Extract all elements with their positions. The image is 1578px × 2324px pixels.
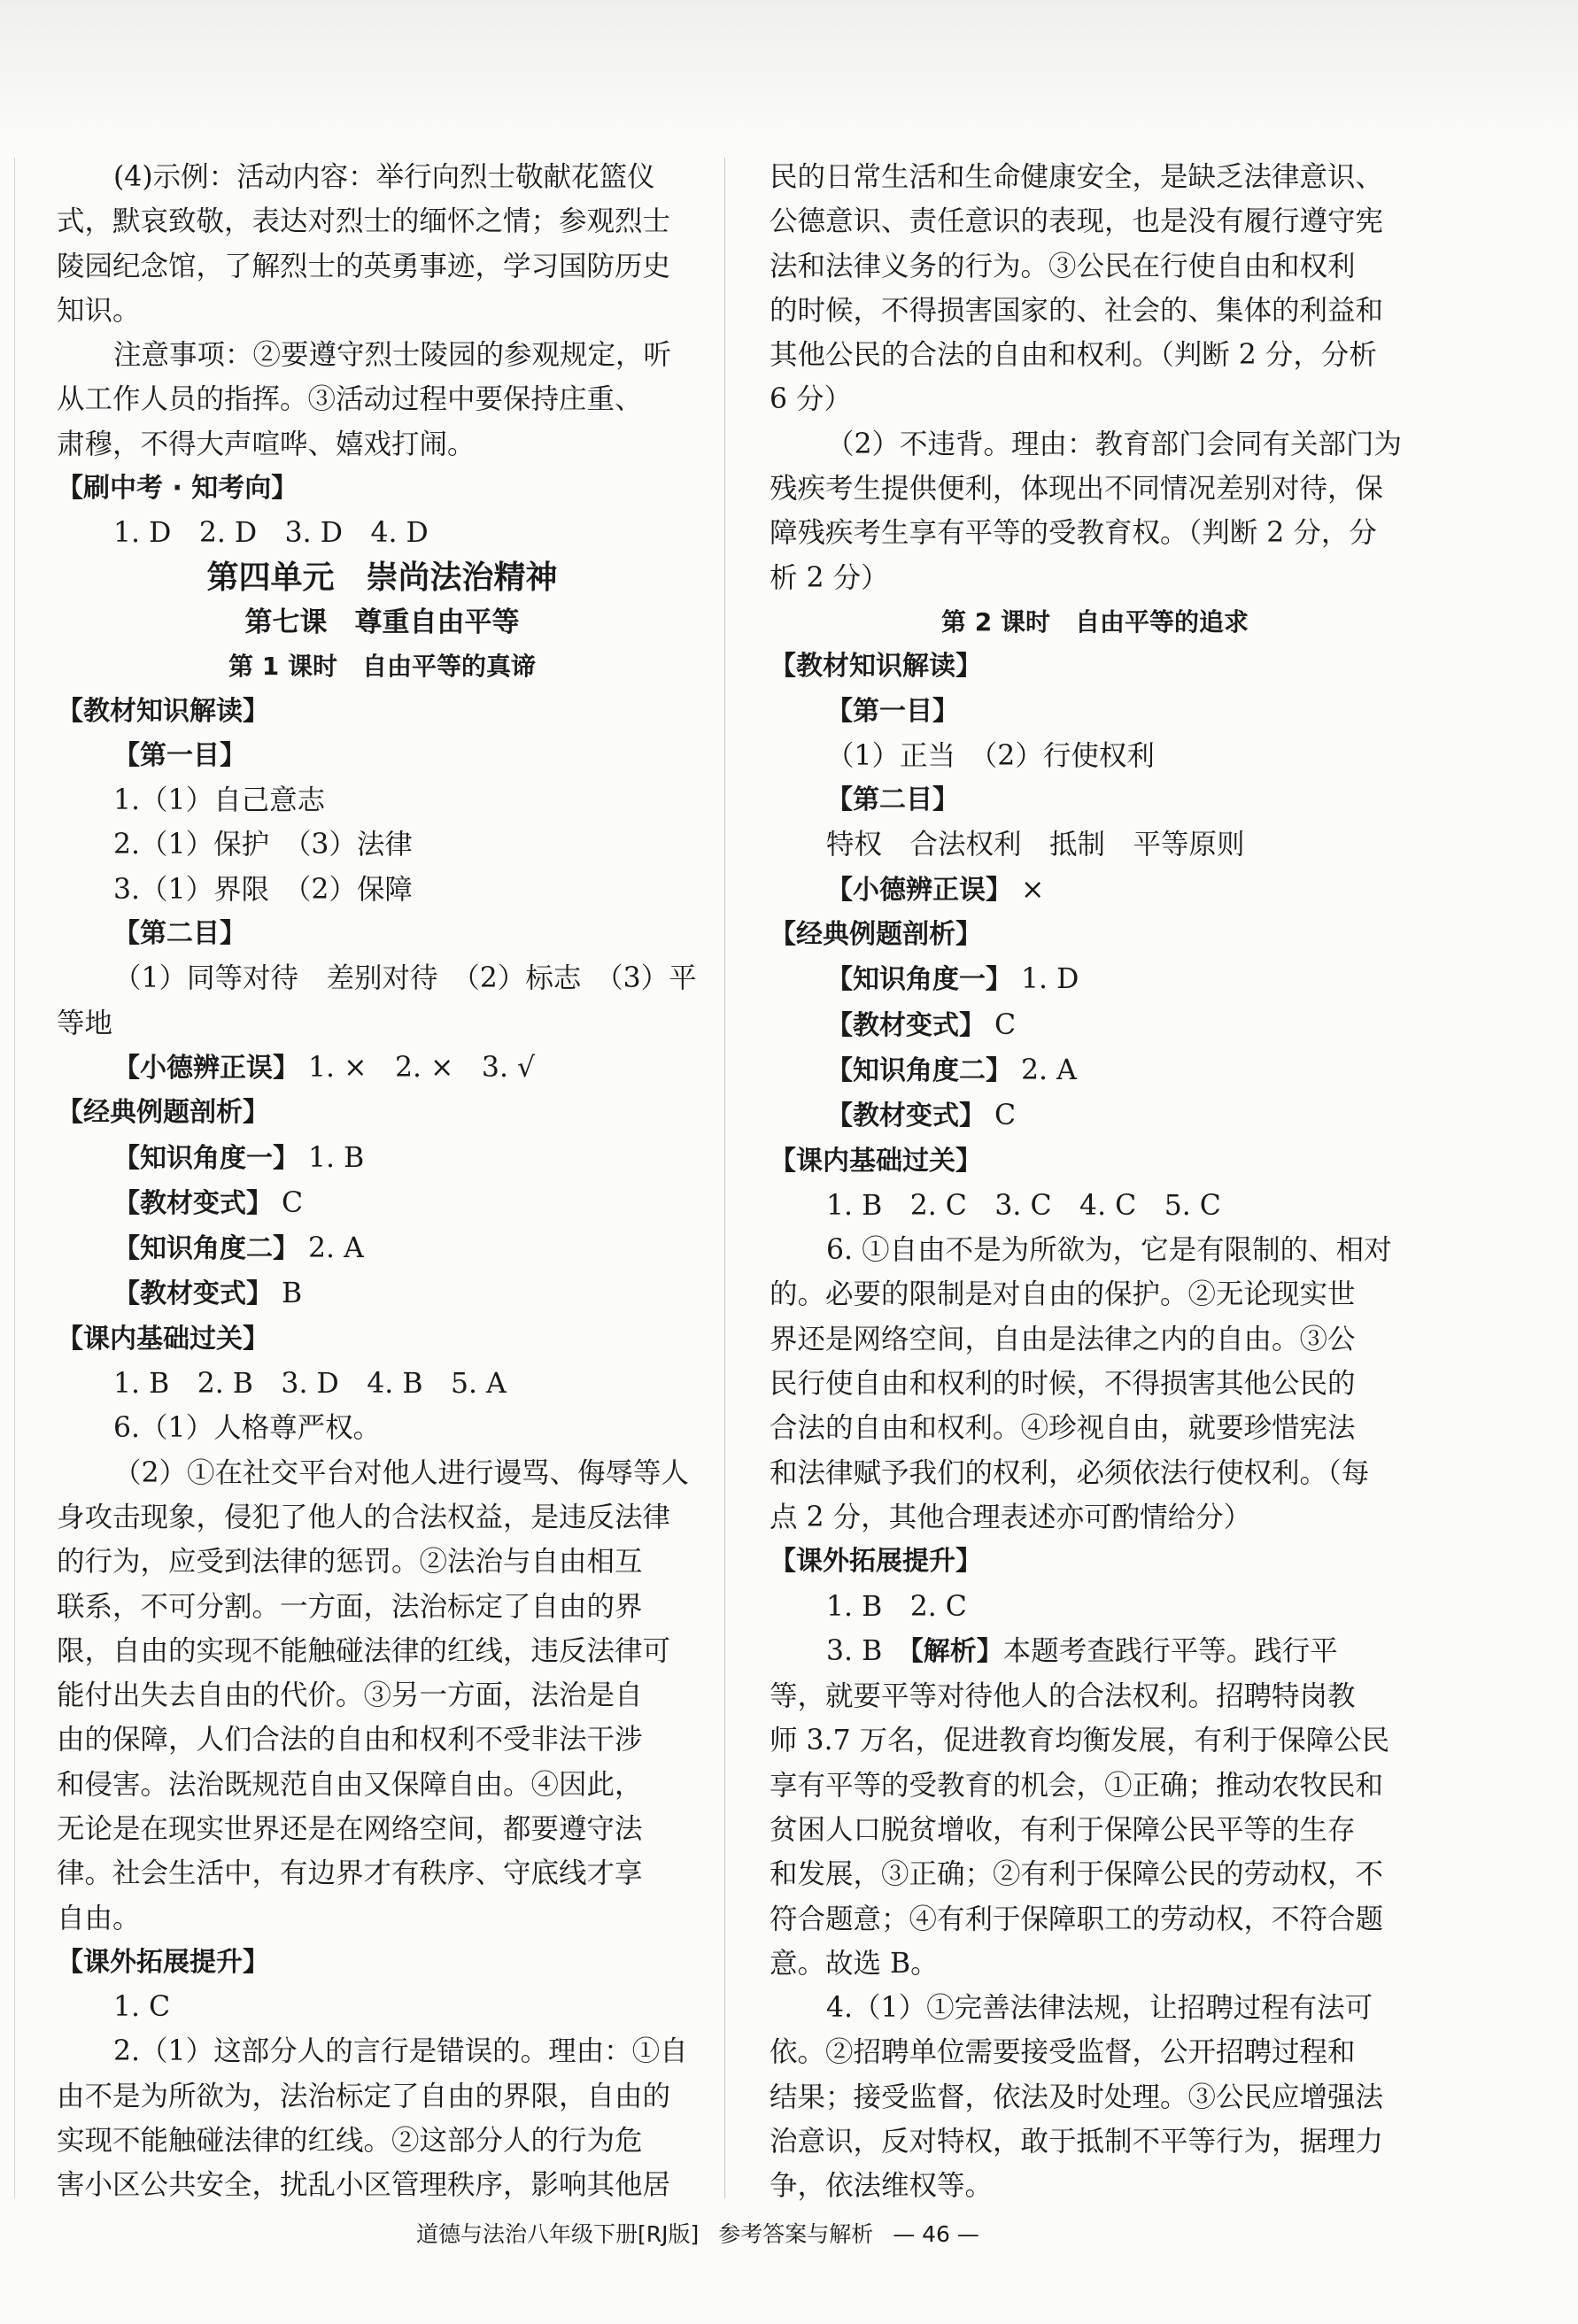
paragraph-start: 1.（1）自己意志 xyxy=(113,784,326,817)
text-line: 和侵害。法治既规范自由又保障自由。④因此， xyxy=(57,1768,643,1801)
text-line: 民行使自由和权利的时候，不得损害其他公民的 xyxy=(770,1368,1356,1401)
subsection-label: 【知识角度一】 xyxy=(826,964,1012,996)
answer-value: C xyxy=(282,1186,304,1219)
answer-value: × xyxy=(1021,873,1045,906)
spacer xyxy=(986,1009,994,1041)
paragraph-start: 4.（1）①完善法律法规，让招聘过程有法可 xyxy=(826,1992,1373,2025)
answer-value: C xyxy=(994,1100,1017,1132)
text-line: 实现不能触碰法律的红线。②这部分人的行为危 xyxy=(57,2125,643,2158)
text-line: 法和法律义务的行为。③公民在行使自由和权利 xyxy=(770,250,1356,282)
text-line: 6 分） xyxy=(770,383,853,416)
paragraph-start: 6. ①自由不是为所欲为，它是有限制的、相对 xyxy=(826,1234,1392,1267)
paragraph-start: 注意事项：②要遵守烈士陵园的参观规定，听 xyxy=(113,339,672,372)
section-heading: 【教材知识解读】 xyxy=(57,695,269,727)
text-line: 障残疾考生享有平等的受教育权。（判断 2 分，分 xyxy=(770,517,1377,550)
paragraph-start: 1. B 2. B 3. D 4. B 5. A xyxy=(113,1368,507,1401)
labeled-answer xyxy=(57,1271,708,1316)
text-line: 和法律赋予我们的权利，必须依法行使权利。（每 xyxy=(770,1456,1370,1489)
answer-line xyxy=(770,1629,1420,1674)
period-title: 第 1 课时 自由平等的真谛 xyxy=(228,652,536,682)
text-line: 由的保障，人们合法的自由和权利不受非法干涉 xyxy=(57,1724,643,1757)
subsection-label: 【小德辨正误】 xyxy=(113,1052,299,1084)
paragraph-start: 1. B 2. C 3. C 4. C 5. C xyxy=(826,1189,1221,1222)
analysis-label: 【解析】 xyxy=(909,1635,1003,1667)
text-line: 点 2 分，其他合理表述亦可酌情给分） xyxy=(770,1501,1252,1533)
page-number: — 46 — xyxy=(893,2221,979,2247)
answer-value: 1. D xyxy=(1021,963,1079,996)
subsection-heading: 【第二目】 xyxy=(826,784,959,816)
answer-value: 2. A xyxy=(308,1232,364,1265)
labeled-answer xyxy=(770,868,1420,913)
section-heading: 【课外拓展提升】 xyxy=(770,1546,982,1578)
subsection-heading: 【第一目】 xyxy=(113,739,246,771)
period-title: 第 2 课时 自由平等的追求 xyxy=(941,606,1249,637)
subsection-label: 【教材变式】 xyxy=(826,1009,986,1041)
labeled-answer xyxy=(770,1048,1420,1093)
text-line: 知识。 xyxy=(57,294,141,327)
paragraph-start: (4)示例：活动内容：举行向烈士敬献花篮仪 xyxy=(113,161,655,193)
subsection-label: 【教材变式】 xyxy=(113,1278,273,1310)
text-line: 结果；接受监督，依法及时处理。③公民应增强法 xyxy=(770,2081,1384,2113)
text-line: 的。必要的限制是对自由的保护。②无论现实世 xyxy=(770,1278,1356,1311)
answer-value: C xyxy=(994,1008,1017,1041)
paragraph-start: 3.（1）界限 （2）保障 xyxy=(113,873,413,906)
subsection-label: 【教材变式】 xyxy=(826,1100,986,1132)
text-line: 依。②招聘单位需要接受监督，公开招聘过程和 xyxy=(770,2036,1356,2069)
section-heading: 【课外拓展提升】 xyxy=(57,1946,269,1978)
spacer xyxy=(299,1052,308,1084)
text-line: 肃穆，不得大声喧哗、嬉戏打闹。 xyxy=(57,428,476,460)
subsection-label: 【教材变式】 xyxy=(113,1187,273,1219)
answer-value: 1. B xyxy=(308,1141,365,1174)
paragraph-start: 1. D 2. D 3. D 4. D xyxy=(113,517,429,550)
answer-value: B xyxy=(282,1278,303,1310)
paragraph-start: 6.（1）人格尊严权。 xyxy=(113,1412,382,1445)
text-line: 由不是为所欲为，法治标定了自由的界限，自由的 xyxy=(57,2080,671,2112)
binding-edge-line xyxy=(14,158,15,2198)
text-line: 律。社会生活中，有边界才有秩序、守底线才享 xyxy=(57,1857,643,1890)
spacer xyxy=(1012,1054,1021,1086)
spacer xyxy=(273,1278,282,1309)
section-heading: 【经典例题剖析】 xyxy=(770,919,982,951)
spacer xyxy=(1012,963,1021,995)
column-divider xyxy=(724,158,725,2198)
section-heading: 【课内基础过关】 xyxy=(57,1323,269,1355)
text-line: 民的日常生活和生命健康安全，是缺乏法律意识、 xyxy=(770,161,1384,193)
page-top-shading xyxy=(0,0,1578,142)
text-line: 师 3.7 万名，促进教育均衡发展，有利于保障公民 xyxy=(770,1725,1390,1757)
text-line: 的时候，不得损害国家的、社会的、集体的利益和 xyxy=(770,294,1384,327)
spacer xyxy=(273,1187,282,1219)
labeled-answer xyxy=(770,957,1420,1002)
text-line: 从工作人员的指挥。③活动过程中要保持庄重、 xyxy=(57,383,643,416)
analysis-text: 本题考查践行平等。践行平 xyxy=(1002,1634,1338,1667)
paragraph-start: 1. B 2. C xyxy=(826,1590,967,1623)
text-line: 联系，不可分割。一方面，法治标定了自由的界 xyxy=(57,1590,643,1623)
text-line: 陵园纪念馆，了解烈士的英勇事迹，学习国防历史 xyxy=(57,250,671,282)
text-line: 贫困人口脱贫增收，有利于保障公民平等的生存 xyxy=(770,1813,1356,1846)
labeled-answer xyxy=(770,1003,1420,1048)
text-line: 等，就要平等对待他人的合法权利。招聘特岗教 xyxy=(770,1680,1356,1713)
unit-title: 第四单元 崇尚法治精神 xyxy=(206,559,558,596)
paragraph-start: （1）同等对待 差别对待 （2）标志 （3）平 xyxy=(113,962,697,995)
section-heading: 【刷中考 · 知考向】 xyxy=(57,473,298,505)
labeled-answer xyxy=(57,1046,708,1091)
paragraph-start: （1）正当 （2）行使权利 xyxy=(826,739,1155,772)
subsection-heading: 【第二目】 xyxy=(113,918,246,950)
text-line: 能付出失去自由的代价。③另一方面，法治是自 xyxy=(57,1679,643,1712)
footer-section-title: 参考答案与解析 xyxy=(718,2221,874,2247)
answer-number: 3. B xyxy=(826,1634,910,1667)
subsection-heading: 【第一目】 xyxy=(826,695,959,727)
text-line: 合法的自由和权利。④珍视自由，就要珍惜宪法 xyxy=(770,1412,1356,1445)
text-line: 符合题意；④有利于保障职工的劳动权，不符合题 xyxy=(770,1903,1384,1935)
text-line: 意。故选 B。 xyxy=(770,1947,939,1980)
labeled-answer xyxy=(770,1093,1420,1139)
text-line: 等地 xyxy=(57,1007,113,1039)
spacer xyxy=(299,1232,308,1264)
paragraph-start: （2）①在社交平台对他人进行谩骂、侮辱等人 xyxy=(113,1456,690,1489)
text-line: 自由。 xyxy=(57,1902,141,1934)
text-line: 害小区公共安全，扰乱小区管理秩序，影响其他居 xyxy=(57,2169,671,2202)
spacer xyxy=(299,1142,308,1174)
text-line: 和发展，③正确；②有利于保障公民的劳动权，不 xyxy=(770,1858,1384,1891)
subsection-label: 【小德辨正误】 xyxy=(826,874,1012,906)
labeled-answer xyxy=(57,1181,708,1226)
text-line: 享有平等的受教育的机会，①正确；推动农牧民和 xyxy=(770,1769,1384,1802)
section-heading: 【经典例题剖析】 xyxy=(57,1097,269,1129)
paragraph-start: 1. C xyxy=(113,1991,171,2024)
page-footer xyxy=(416,2217,1036,2252)
text-line: 式，默哀致敬，表达对烈士的缅怀之情；参观烈士 xyxy=(57,205,671,238)
left-column xyxy=(57,155,708,2208)
subsection-label: 【知识角度二】 xyxy=(826,1054,1012,1086)
section-heading: 【教材知识解读】 xyxy=(770,651,982,683)
paragraph-start: 2.（1）保护 （3）法律 xyxy=(113,829,413,861)
labeled-answer xyxy=(57,1226,708,1271)
text-line: 争，依法维权等。 xyxy=(770,2170,994,2203)
lesson-title: 第七课 尊重自由平等 xyxy=(244,606,520,638)
text-line: 无论是在现实世界还是在网络空间，都要遵守法 xyxy=(57,1812,643,1845)
text-line: 治意识，反对特权，敢于抵制不平等行为，据理力 xyxy=(770,2126,1384,2158)
paragraph-start: 2.（1）这部分人的言行是错误的。理由：①自 xyxy=(113,2035,688,2068)
labeled-answer xyxy=(57,1136,708,1181)
text-line: 的行为，应受到法律的惩罚。②法治与自由相互 xyxy=(57,1546,643,1579)
right-column xyxy=(770,155,1420,2209)
text-line: 限，自由的实现不能触碰法律的红线，违反法律可 xyxy=(57,1634,671,1667)
section-heading: 【课内基础过关】 xyxy=(770,1145,982,1177)
text-line: 身攻击现象，侵犯了他人的合法权益，是违反法律 xyxy=(57,1501,671,1533)
text-line: 其他公民的合法的自由和权利。（判断 2 分，分析 xyxy=(770,339,1377,372)
spacer xyxy=(986,1100,994,1131)
text-line: 析 2 分） xyxy=(770,561,889,594)
subsection-label: 【知识角度二】 xyxy=(113,1233,299,1265)
spacer xyxy=(1012,874,1021,906)
paragraph-start: 特权 合法权利 抵制 平等原则 xyxy=(826,829,1245,861)
paragraph-start: （2）不违背。理由：教育部门会同有关部门为 xyxy=(826,428,1403,460)
text-line: 残疾考生提供便利，体现出不同情况差别对待，保 xyxy=(770,473,1384,506)
subsection-label: 【知识角度一】 xyxy=(113,1142,299,1174)
text-line: 界还是网络空间，自由是法律之内的自由。③公 xyxy=(770,1323,1356,1355)
footer-book-title: 道德与法治八年级下册[RJ版] xyxy=(416,2221,700,2247)
answer-value: 1. × 2. × 3. √ xyxy=(308,1051,536,1084)
text-line: 公德意识、责任意识的表现，也是没有履行遵守宪 xyxy=(770,205,1384,238)
answer-value: 2. A xyxy=(1021,1054,1077,1086)
